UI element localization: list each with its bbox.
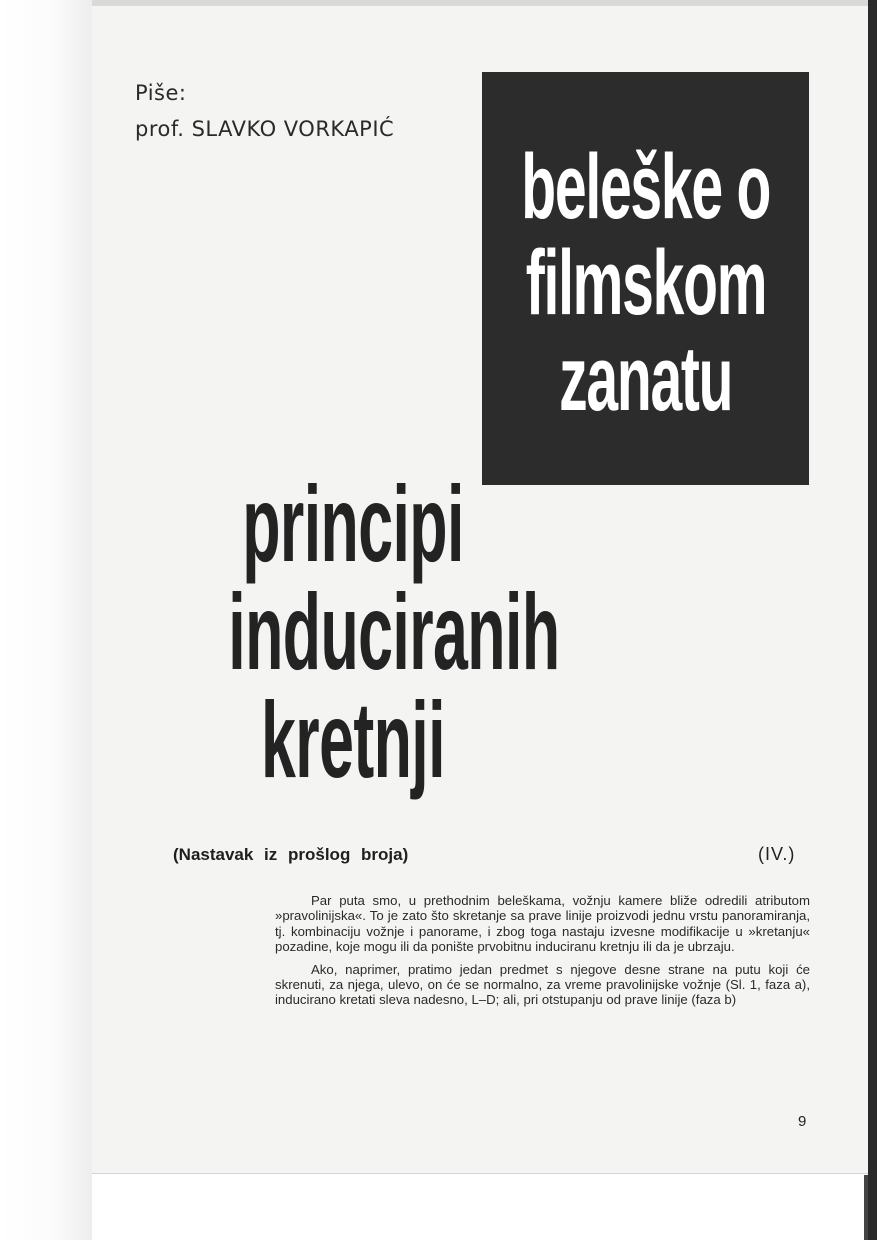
continuation-note: (Nastavak iz prošlog broja) [173,845,409,864]
author-name: prof. SLAVKO VORKAPIĆ [135,117,395,141]
series-title-box [482,72,809,485]
series-title-line: beleške o [521,135,770,238]
scan-left-margin [0,0,92,1240]
body-paragraph: Ako, naprimer, pratimo jedan predmet s njegove desne strane na putu koji će skrenuti, za njega, ulevo, on će se normalno, za vreme pravolinijske vožnje (Sl. 1, faza a), inducirano kretati sleva nadesno, L–D; ali, pri otstupanju od prave linije (faza b) [275,961,810,1008]
scan-right-border [868,0,877,1240]
body-paragraph: Par puta smo, u prethodnim beleškama, vožnju kamere bliže odredili atributom »pravolinijska«. To je zato što skretanje sa prave linije proizvodi jednu vrstu panoramiranja, tj. kombinaciju vožnje i panorame, i zbog toga nastaju izvesne modifikacije u »kretanju« pozadine, koje mogu ili da ponište prvobitnu induciranu kretnju ili da je ubrzaju. [275,893,810,955]
scan-bottom-margin [92,1173,868,1240]
author-byline [135,75,394,147]
series-title-line: filmskom [525,231,766,334]
byline-label: Piše: [135,81,187,105]
series-title-line: zanatu [558,327,733,430]
page-number: 9 [798,1113,807,1130]
scan-top-edge [92,0,868,6]
article-title-line: principi [242,463,464,584]
article-title-line: induciranih [228,571,560,692]
article-title-line: kretnji [261,679,445,800]
scan-bottom-edge [864,1175,868,1240]
article-body [275,893,810,1015]
article-title [138,463,568,800]
part-number: (IV.) [758,844,796,864]
